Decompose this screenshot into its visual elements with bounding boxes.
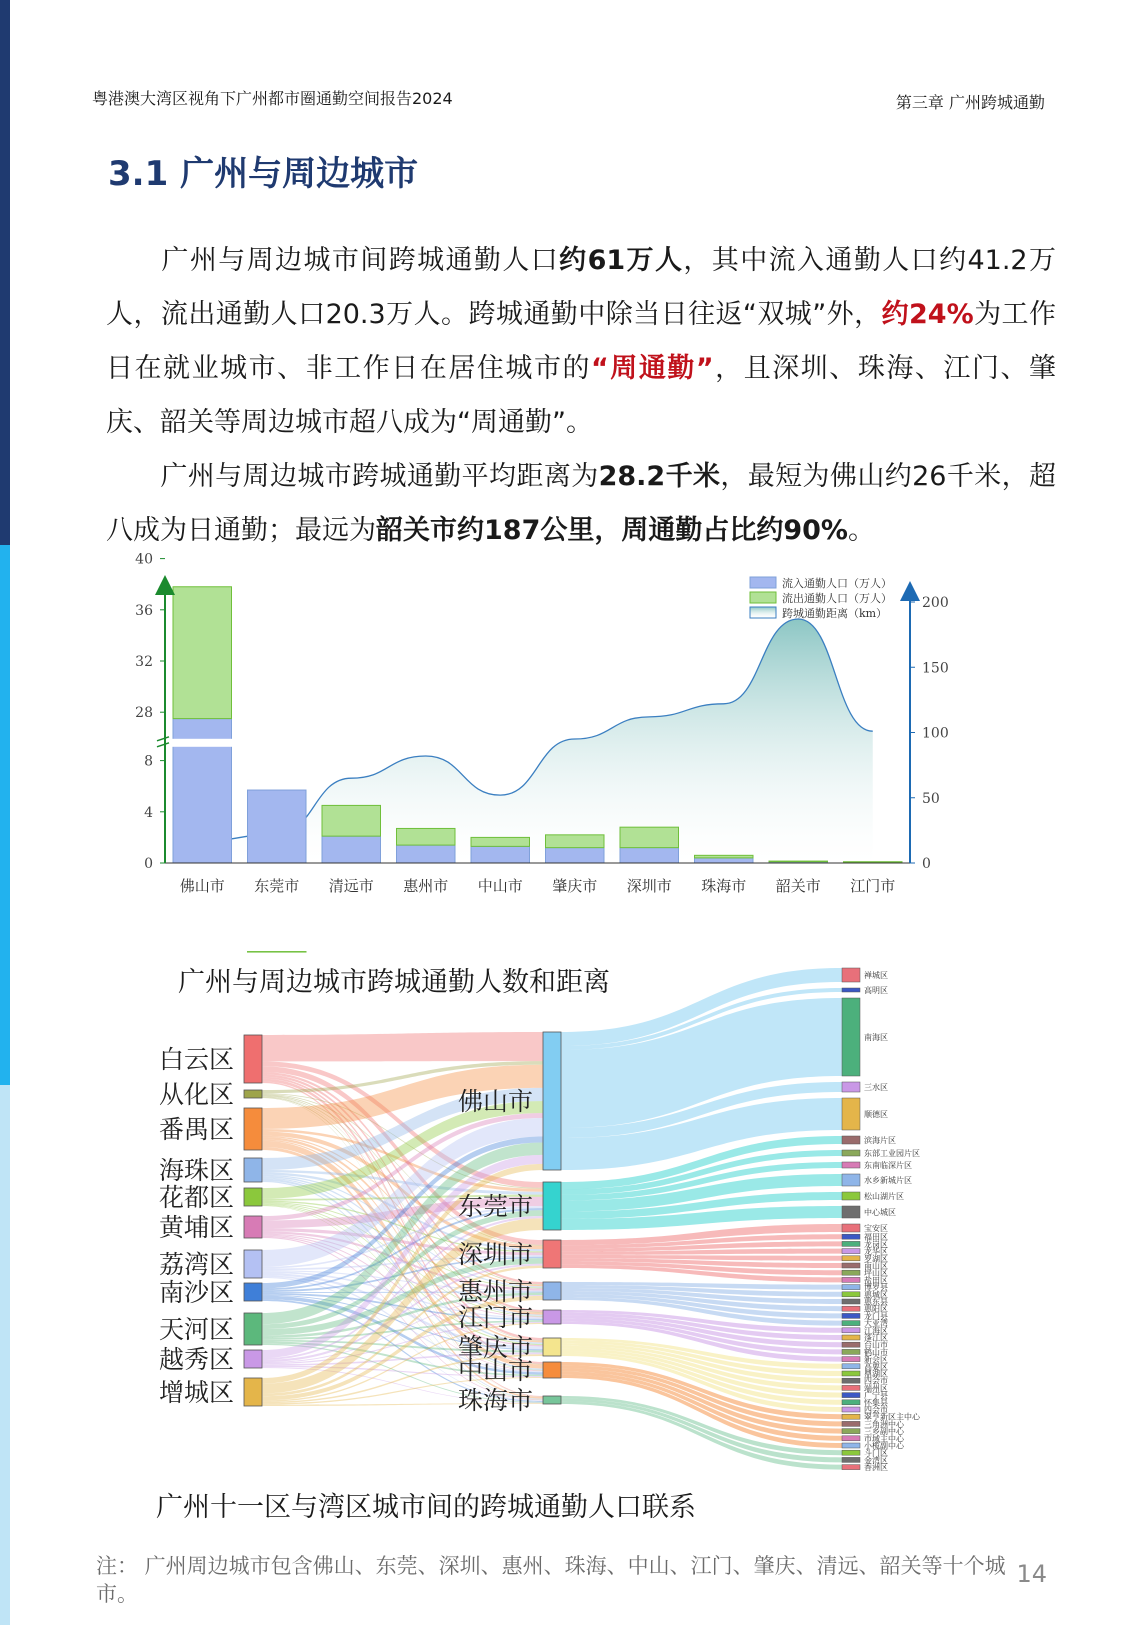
sankey-diagram — [150, 960, 950, 1490]
y-axis-left-arrow — [155, 575, 175, 595]
middle-node-1 — [543, 1182, 561, 1230]
source-node-8 — [244, 1313, 262, 1345]
target-node-34 — [842, 1393, 860, 1398]
target-node-16 — [842, 1263, 860, 1268]
bar-inflow-1 — [248, 790, 307, 863]
target-node-23 — [842, 1313, 860, 1318]
target-node-43 — [842, 1457, 860, 1462]
p2-text-2: ，最短为佛山约26千米，超八成为日通勤；最远为 — [106, 461, 1056, 546]
y-right-tick-label: 50 — [922, 790, 940, 807]
footnote: 注： 广州周边城市包含佛山、东莞、深圳、惠州、珠海、中山、江门、肇庆、清远、韶关等十个城市。 — [96, 1554, 1006, 1606]
source-label-2: 番禺区 — [158, 1115, 234, 1144]
axis-break-band — [163, 739, 238, 747]
target-node-41 — [842, 1443, 860, 1448]
target-node-13 — [842, 1241, 860, 1246]
target-label-20: 惠城区 — [864, 1290, 888, 1300]
target-label-8: 水乡新城片区 — [864, 1176, 912, 1185]
target-node-6 — [842, 1150, 860, 1156]
target-label-7: 东南临深片区 — [864, 1161, 912, 1170]
middle-node-3 — [543, 1282, 561, 1300]
target-label-10: 中心城区 — [864, 1208, 896, 1217]
target-node-10 — [842, 1206, 860, 1218]
x-tick-label-8: 韶关市 — [775, 877, 821, 895]
legend-label-0: 流入通勤人口（万人） — [782, 577, 892, 590]
target-node-21 — [842, 1299, 860, 1304]
bar-outflow-7 — [695, 855, 754, 858]
target-label-35: 怀集县 — [864, 1398, 888, 1408]
source-label-8: 天河区 — [158, 1315, 234, 1344]
legend-label-2: 跨城通勤距离（km） — [782, 607, 888, 620]
target-label-29: 新会区 — [864, 1355, 888, 1365]
y-left-tick-label: 0 — [144, 856, 153, 872]
bar-outflow-4 — [471, 837, 530, 846]
target-label-26: 蓬江区 — [864, 1333, 888, 1343]
source-label-3: 海珠区 — [158, 1156, 234, 1185]
target-node-33 — [842, 1385, 860, 1390]
target-label-11: 宝安区 — [864, 1224, 888, 1233]
bar-inflow-6 — [620, 848, 679, 863]
bar-inflow-4 — [471, 846, 530, 863]
middle-node-4 — [543, 1310, 561, 1324]
legend-swatch-1 — [750, 592, 776, 603]
y-left-tick-label: 8 — [144, 753, 153, 770]
middle-node-0 — [543, 1032, 561, 1170]
target-label-30: 高要区 — [864, 1362, 888, 1372]
p1-text-1: 广州与周边城市间跨城通勤人口 — [160, 245, 560, 276]
paragraph-1 — [106, 234, 1056, 450]
target-label-37: 翠亨新区主中心 — [864, 1412, 920, 1422]
target-label-43: 金湾区 — [864, 1455, 888, 1465]
bar-outflow-9 — [844, 862, 903, 863]
y-right-tick-label: 100 — [922, 725, 949, 742]
target-node-26 — [842, 1335, 860, 1340]
target-node-31 — [842, 1371, 860, 1376]
flow-0-0 — [262, 1032, 543, 1061]
target-node-2 — [842, 998, 860, 1076]
source-node-4 — [244, 1188, 262, 1206]
p1-bold-1: 约61万人 — [559, 245, 684, 276]
target-node-15 — [842, 1256, 860, 1261]
target-label-0: 禅城区 — [864, 971, 888, 980]
source-node-2 — [244, 1108, 262, 1150]
target-label-16: 南山区 — [864, 1261, 888, 1271]
legend-swatch-0 — [750, 577, 776, 588]
target-label-21: 惠东县 — [864, 1297, 888, 1307]
y-left-tick-label: 32 — [135, 654, 153, 670]
middle-label-0: 佛山市 — [458, 1087, 534, 1116]
source-node-5 — [244, 1216, 262, 1238]
target-label-6: 东部工业园片区 — [864, 1149, 920, 1158]
target-label-23: 龙门县 — [864, 1311, 888, 1321]
target-node-9 — [842, 1192, 860, 1200]
target-label-1: 高明区 — [864, 986, 888, 995]
p1-text-4: ，且深圳、珠海、江门、肇庆、韶关等周边城市超八成为“周通勤”。 — [106, 353, 1057, 438]
target-label-3: 三水区 — [864, 1083, 888, 1092]
target-node-14 — [842, 1249, 860, 1254]
target-node-38 — [842, 1421, 860, 1426]
source-node-6 — [244, 1250, 262, 1278]
p1-highlight-1: 约24% — [881, 299, 974, 330]
source-label-10: 增城区 — [158, 1378, 234, 1407]
target-label-33: 端州区 — [864, 1383, 888, 1393]
left-accent-bar-bottom — [0, 1085, 10, 1625]
commute-bar-area-chart — [130, 551, 950, 915]
x-tick-label-0: 佛山市 — [179, 877, 225, 895]
target-label-19: 博罗县 — [864, 1283, 888, 1293]
y-right-tick-label: 200 — [922, 595, 949, 611]
target-label-32: 四会市 — [864, 1376, 888, 1386]
target-node-22 — [842, 1306, 860, 1311]
target-node-40 — [842, 1436, 860, 1441]
source-label-4: 花都区 — [158, 1183, 234, 1212]
target-label-22: 惠阳区 — [864, 1304, 888, 1314]
target-node-20 — [842, 1292, 860, 1297]
target-label-41: 小榄副中心 — [864, 1441, 904, 1451]
middle-label-7: 珠海市 — [458, 1386, 534, 1415]
middle-node-2 — [543, 1240, 561, 1268]
target-node-30 — [842, 1364, 860, 1369]
target-node-29 — [842, 1357, 860, 1362]
left-accent-bar-mid — [0, 545, 10, 1085]
source-node-7 — [244, 1283, 262, 1301]
target-node-4 — [842, 1098, 860, 1130]
target-label-27: 台山市 — [864, 1340, 888, 1350]
target-label-40: 市域主中心 — [864, 1434, 904, 1444]
p1-text-2: ，其中流入通勤人口约41.2万人，流出通勤人口20.3万人。跨城通勤中除当日往返“双城”外， — [106, 245, 1057, 330]
middle-node-7 — [543, 1396, 561, 1404]
target-label-2: 南海区 — [864, 1033, 888, 1042]
target-node-3 — [842, 1082, 860, 1092]
target-label-15: 罗湖区 — [864, 1254, 888, 1264]
legend-swatch-2 — [750, 607, 776, 618]
target-label-4: 顺德区 — [864, 1110, 888, 1119]
target-node-35 — [842, 1400, 860, 1405]
target-node-24 — [842, 1321, 860, 1326]
target-node-42 — [842, 1450, 860, 1455]
middle-label-3: 惠州市 — [458, 1277, 534, 1306]
source-node-10 — [244, 1378, 262, 1406]
middle-label-1: 东莞市 — [458, 1192, 534, 1221]
source-label-5: 黄埔区 — [158, 1213, 234, 1242]
bar-outflow-2 — [322, 805, 381, 836]
x-tick-label-6: 深圳市 — [626, 877, 672, 895]
target-node-17 — [842, 1270, 860, 1275]
p1-text-3: 为工作日在就业城市、非工作日在居住城市的 — [106, 299, 1056, 384]
middle-node-5 — [543, 1338, 561, 1356]
running-header-chapter: 第三章 广州跨城通勤 — [895, 93, 1045, 112]
p1-highlight-2: “周通勤” — [591, 353, 714, 384]
x-tick-label-7: 珠海市 — [701, 877, 747, 895]
y-right-tick-label: 0 — [922, 856, 931, 872]
y-right-tick-label: 150 — [922, 660, 949, 677]
bar-inflow-3 — [397, 845, 456, 863]
target-label-17: 坪山区 — [864, 1268, 888, 1278]
middle-label-6: 中山市 — [458, 1356, 534, 1385]
x-tick-label-2: 清远市 — [328, 877, 374, 895]
target-node-32 — [842, 1378, 860, 1383]
target-node-7 — [842, 1162, 860, 1168]
target-label-24: 大亚湾 — [864, 1319, 888, 1329]
paragraph-2 — [106, 450, 1056, 558]
source-label-6: 荔湾区 — [158, 1250, 234, 1279]
x-tick-label-9: 江门市 — [850, 877, 896, 895]
bar-outflow-0 — [173, 587, 232, 719]
target-node-1 — [842, 988, 860, 992]
legend-label-1: 流出通勤人口（万人） — [782, 592, 892, 605]
target-label-36: 四会市 — [864, 1405, 888, 1415]
target-node-39 — [842, 1429, 860, 1434]
target-label-39: 三乡副中心 — [864, 1427, 904, 1437]
target-node-5 — [842, 1136, 860, 1144]
target-label-31: 鼎湖区 — [864, 1369, 888, 1379]
source-label-0: 白云区 — [158, 1045, 234, 1074]
x-tick-label-1: 东莞市 — [254, 877, 300, 895]
source-node-0 — [244, 1035, 262, 1083]
source-node-1 — [244, 1090, 262, 1098]
middle-label-4: 江门市 — [458, 1303, 534, 1332]
p2-bold-2: 韶关市约187公里，周通勤占比约90% — [376, 515, 848, 546]
y-left-tick-label: 40 — [135, 551, 153, 568]
target-label-12: 福田区 — [864, 1232, 888, 1242]
target-label-5: 滨海片区 — [864, 1136, 896, 1145]
x-tick-label-4: 中山市 — [477, 877, 523, 895]
target-node-8 — [842, 1174, 860, 1186]
bar-outflow-8 — [769, 861, 828, 862]
target-label-18: 盐田区 — [864, 1275, 888, 1285]
x-tick-label-5: 肇庆市 — [552, 877, 598, 895]
target-node-27 — [842, 1342, 860, 1347]
source-label-1: 从化区 — [158, 1080, 234, 1109]
target-node-25 — [842, 1328, 860, 1333]
target-node-19 — [842, 1285, 860, 1290]
x-tick-label-3: 惠州市 — [403, 877, 449, 895]
target-label-42: 斗门区 — [864, 1448, 888, 1458]
middle-label-2: 深圳市 — [458, 1240, 534, 1269]
target-node-11 — [842, 1224, 860, 1232]
chart2-caption: 广州十一区与湾区城市间的跨城通勤人口联系 — [156, 1492, 696, 1523]
bar-outflow-5 — [546, 835, 605, 848]
y-axis-right-arrow — [900, 581, 920, 601]
bar-outflow-6 — [620, 827, 679, 847]
target-label-13: 龙岗区 — [864, 1239, 888, 1249]
target-node-12 — [842, 1234, 860, 1239]
target-node-18 — [842, 1277, 860, 1282]
y-left-tick-label: 4 — [144, 804, 153, 821]
bar-inflow-2 — [322, 836, 381, 863]
running-header-title: 粤港澳大湾区视角下广州都市圈通勤空间报告2024 — [92, 89, 453, 108]
target-label-34: 广宁县 — [864, 1391, 888, 1401]
middle-label-5: 肇庆市 — [458, 1333, 534, 1362]
y-left-tick-label: 28 — [135, 705, 153, 722]
source-label-9: 越秀区 — [158, 1345, 234, 1374]
section-title: 3.1 广州与周边城市 — [108, 154, 419, 194]
p2-text-3: 。 — [848, 515, 875, 546]
bar-inflow-7 — [695, 858, 754, 863]
target-node-0 — [842, 968, 860, 982]
p2-bold-1: 28.2千米 — [598, 461, 721, 492]
target-label-28: 鹤山市 — [864, 1347, 888, 1357]
target-label-44: 香洲区 — [864, 1463, 888, 1473]
target-node-28 — [842, 1349, 860, 1354]
target-node-36 — [842, 1407, 860, 1412]
target-label-9: 松山湖片区 — [864, 1192, 904, 1201]
bar-outflow-3 — [397, 828, 456, 845]
target-label-38: 三角洲中心 — [864, 1419, 904, 1429]
target-label-14: 龙华区 — [864, 1247, 888, 1257]
source-node-3 — [244, 1158, 262, 1182]
target-node-44 — [842, 1465, 860, 1470]
bar-inflow-5 — [546, 848, 605, 863]
p2-text-1: 广州与周边城市跨城通勤平均距离为 — [160, 461, 599, 492]
middle-node-6 — [543, 1362, 561, 1378]
source-label-7: 南沙区 — [158, 1278, 234, 1307]
bar-outflow-1 — [248, 952, 307, 953]
chart1-caption: 广州与周边城市跨城通勤人数和距离 — [178, 967, 610, 998]
target-label-25: 江海区 — [864, 1326, 888, 1336]
left-accent-bar — [0, 0, 10, 545]
source-node-9 — [244, 1350, 262, 1368]
target-node-37 — [842, 1414, 860, 1419]
page-number: 14 — [1016, 1560, 1047, 1588]
y-left-tick-label: 36 — [135, 602, 153, 619]
